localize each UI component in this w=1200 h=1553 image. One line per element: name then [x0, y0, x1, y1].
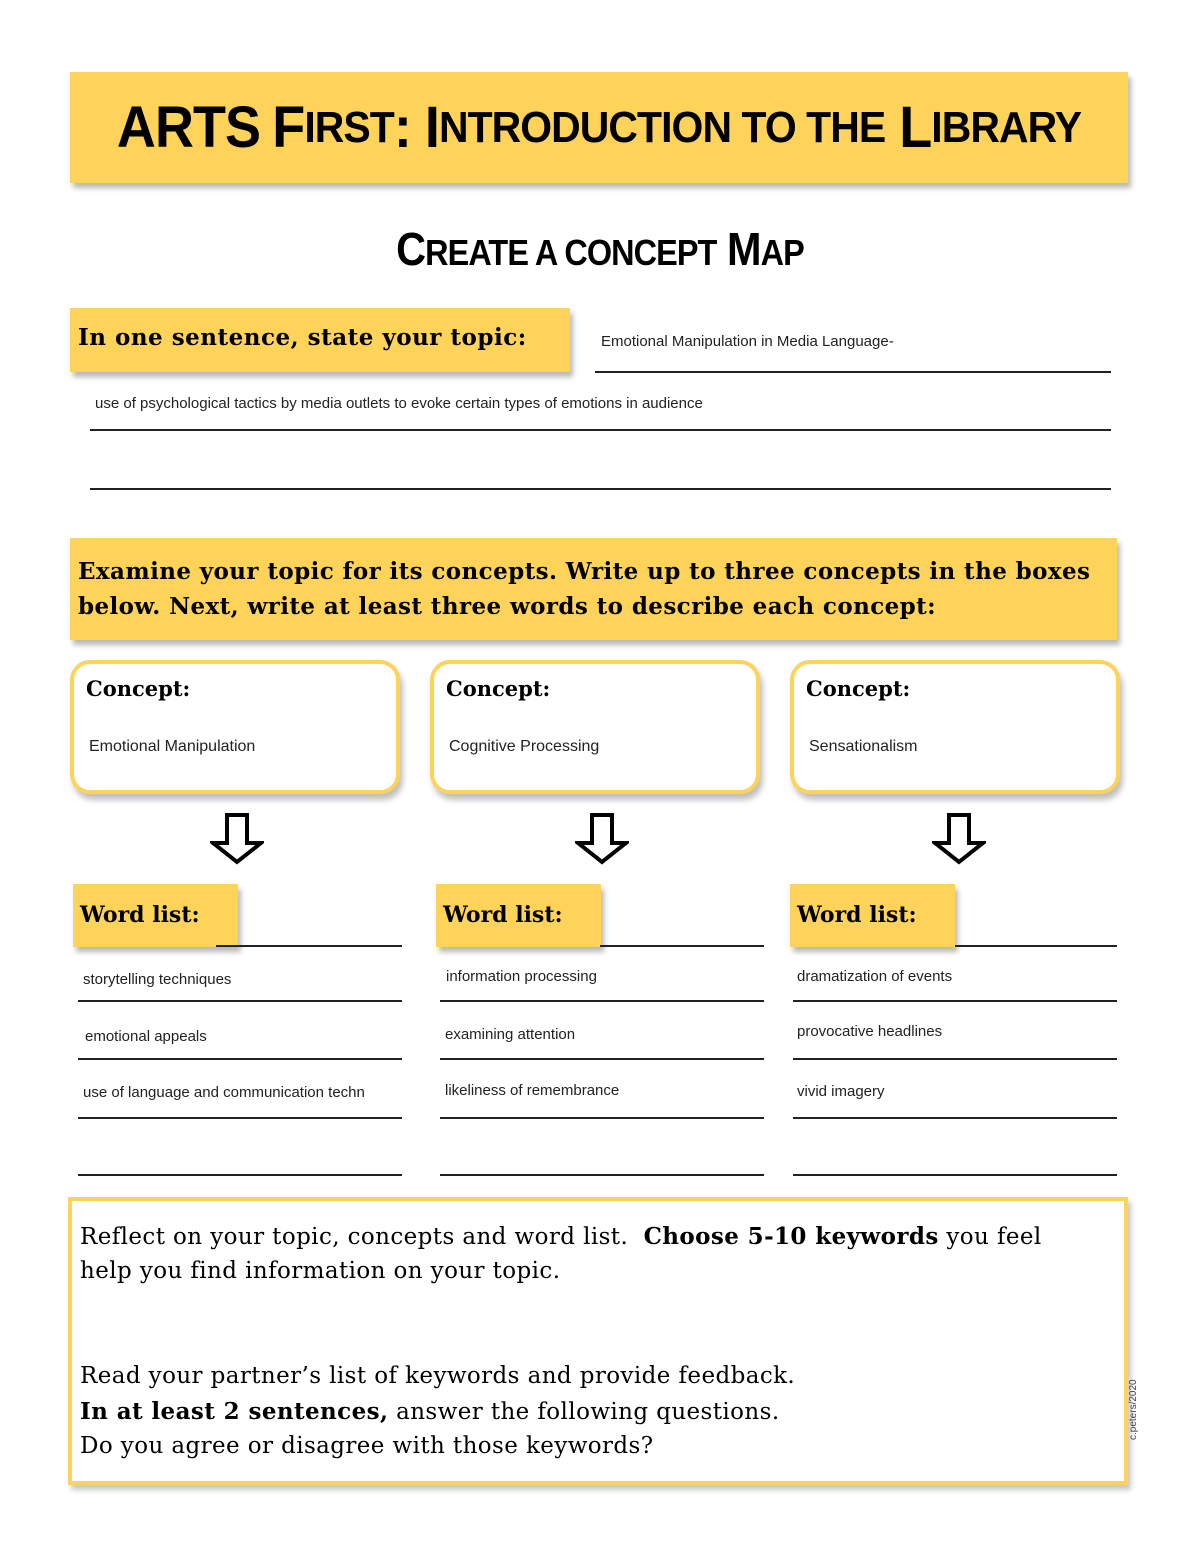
title-part: : I [393, 95, 439, 160]
subtitle-part: M [716, 223, 761, 275]
title-banner [70, 72, 1128, 183]
word-list-label-box-1 [73, 884, 238, 947]
title-part: IRST [304, 102, 394, 152]
word-list-line [216, 945, 402, 947]
title-part: F [272, 95, 305, 160]
word-item[interactable]: provocative headlines [797, 1023, 943, 1040]
reflection-line-3: Read your partner’s list of keywords and provide feedback. [80, 1363, 796, 1389]
word-list-line [78, 1058, 402, 1060]
examine-instructions: Examine your topic for its concepts. Write up to three concepts in the boxes below. Next, write at least three words to describe each concept: [78, 558, 1091, 620]
word-list-line [955, 945, 1117, 947]
concept-label: Concept: [86, 676, 191, 701]
concept-box-2[interactable] [430, 660, 760, 794]
word-item[interactable]: emotional appeals [85, 1028, 207, 1045]
word-list-line [78, 1000, 402, 1002]
word-item[interactable]: dramatization of events [797, 968, 953, 985]
down-arrow-icon [575, 813, 629, 865]
word-list-line [600, 945, 764, 947]
word-list-line [793, 1000, 1117, 1002]
topic-line-1 [595, 371, 1111, 373]
reflection-line-4 [80, 1398, 780, 1425]
word-list-line [440, 1174, 764, 1176]
reflection-box[interactable] [68, 1197, 1128, 1485]
word-item[interactable]: examining attention [445, 1026, 576, 1043]
concept-label: Concept: [806, 676, 911, 701]
title-part: IBRARY [931, 102, 1082, 152]
word-list-line [78, 1117, 402, 1119]
word-list-label-box-3 [790, 884, 955, 947]
word-list-line [793, 1117, 1117, 1119]
subtitle [60, 222, 1140, 276]
reflection-text: you feel [938, 1224, 1042, 1250]
topic-prompt-box [70, 308, 570, 372]
word-list-line [440, 1000, 764, 1002]
concept-label: Concept: [446, 676, 551, 701]
word-item[interactable]: likeliness of remembrance [445, 1082, 620, 1099]
title-part: L [885, 95, 932, 160]
subtitle-part: C [396, 223, 426, 275]
title-bold: ARTS [116, 95, 261, 160]
subtitle-part: AP [760, 232, 804, 273]
concept-box-1[interactable] [70, 660, 400, 794]
word-item[interactable]: vivid imagery [797, 1083, 885, 1100]
reflection-line-5: Do you agree or disagree with those keywords? [80, 1433, 654, 1459]
reflection-bold: In at least 2 sentences, [80, 1398, 389, 1425]
word-list-label-box-2 [436, 884, 601, 947]
reflection-text: answer the following questions. [388, 1399, 780, 1425]
topic-line-3 [90, 488, 1111, 490]
down-arrow-icon [210, 813, 264, 865]
word-list-line [793, 1058, 1117, 1060]
topic-prompt: In one sentence, state your topic: [78, 324, 527, 351]
word-list-line [793, 1174, 1117, 1176]
subtitle-part: REATE A CONCEPT [425, 232, 717, 273]
word-item[interactable]: information processing [446, 968, 597, 985]
title-part: NTRODUCTION TO THE [438, 102, 886, 152]
concept-value[interactable]: Emotional Manipulation [89, 738, 256, 755]
concept-box-3[interactable] [790, 660, 1120, 794]
concept-value[interactable]: Sensationalism [809, 738, 918, 755]
word-item[interactable]: use of language and communication techn [83, 1084, 365, 1101]
reflection-line-2: help you find information on your topic. [80, 1258, 561, 1284]
concept-value[interactable]: Cognitive Processing [449, 738, 600, 755]
word-item[interactable]: storytelling techniques [83, 971, 232, 988]
reflection-line-1 [80, 1223, 1042, 1250]
topic-field-2[interactable]: use of psychological tactics by media outlets to evoke certain types of emotions in audience [95, 395, 703, 412]
word-list-label: Word list: [797, 902, 917, 928]
topic-line-2 [90, 429, 1111, 431]
word-list-line [440, 1058, 764, 1060]
topic-field-1[interactable]: Emotional Manipulation in Media Language- [601, 333, 894, 350]
reflection-bold: Choose 5-10 keywords [643, 1223, 939, 1250]
word-list-line [440, 1117, 764, 1119]
reflection-text: Reflect on your topic, concepts and word list. [80, 1224, 644, 1250]
word-list-label: Word list: [80, 902, 200, 928]
word-list-label: Word list: [443, 902, 563, 928]
examine-box [70, 538, 1117, 640]
down-arrow-icon [932, 813, 986, 865]
page-title [107, 72, 1091, 183]
word-list-line [78, 1174, 402, 1176]
credit: c.peters/2020 [1128, 1379, 1139, 1440]
